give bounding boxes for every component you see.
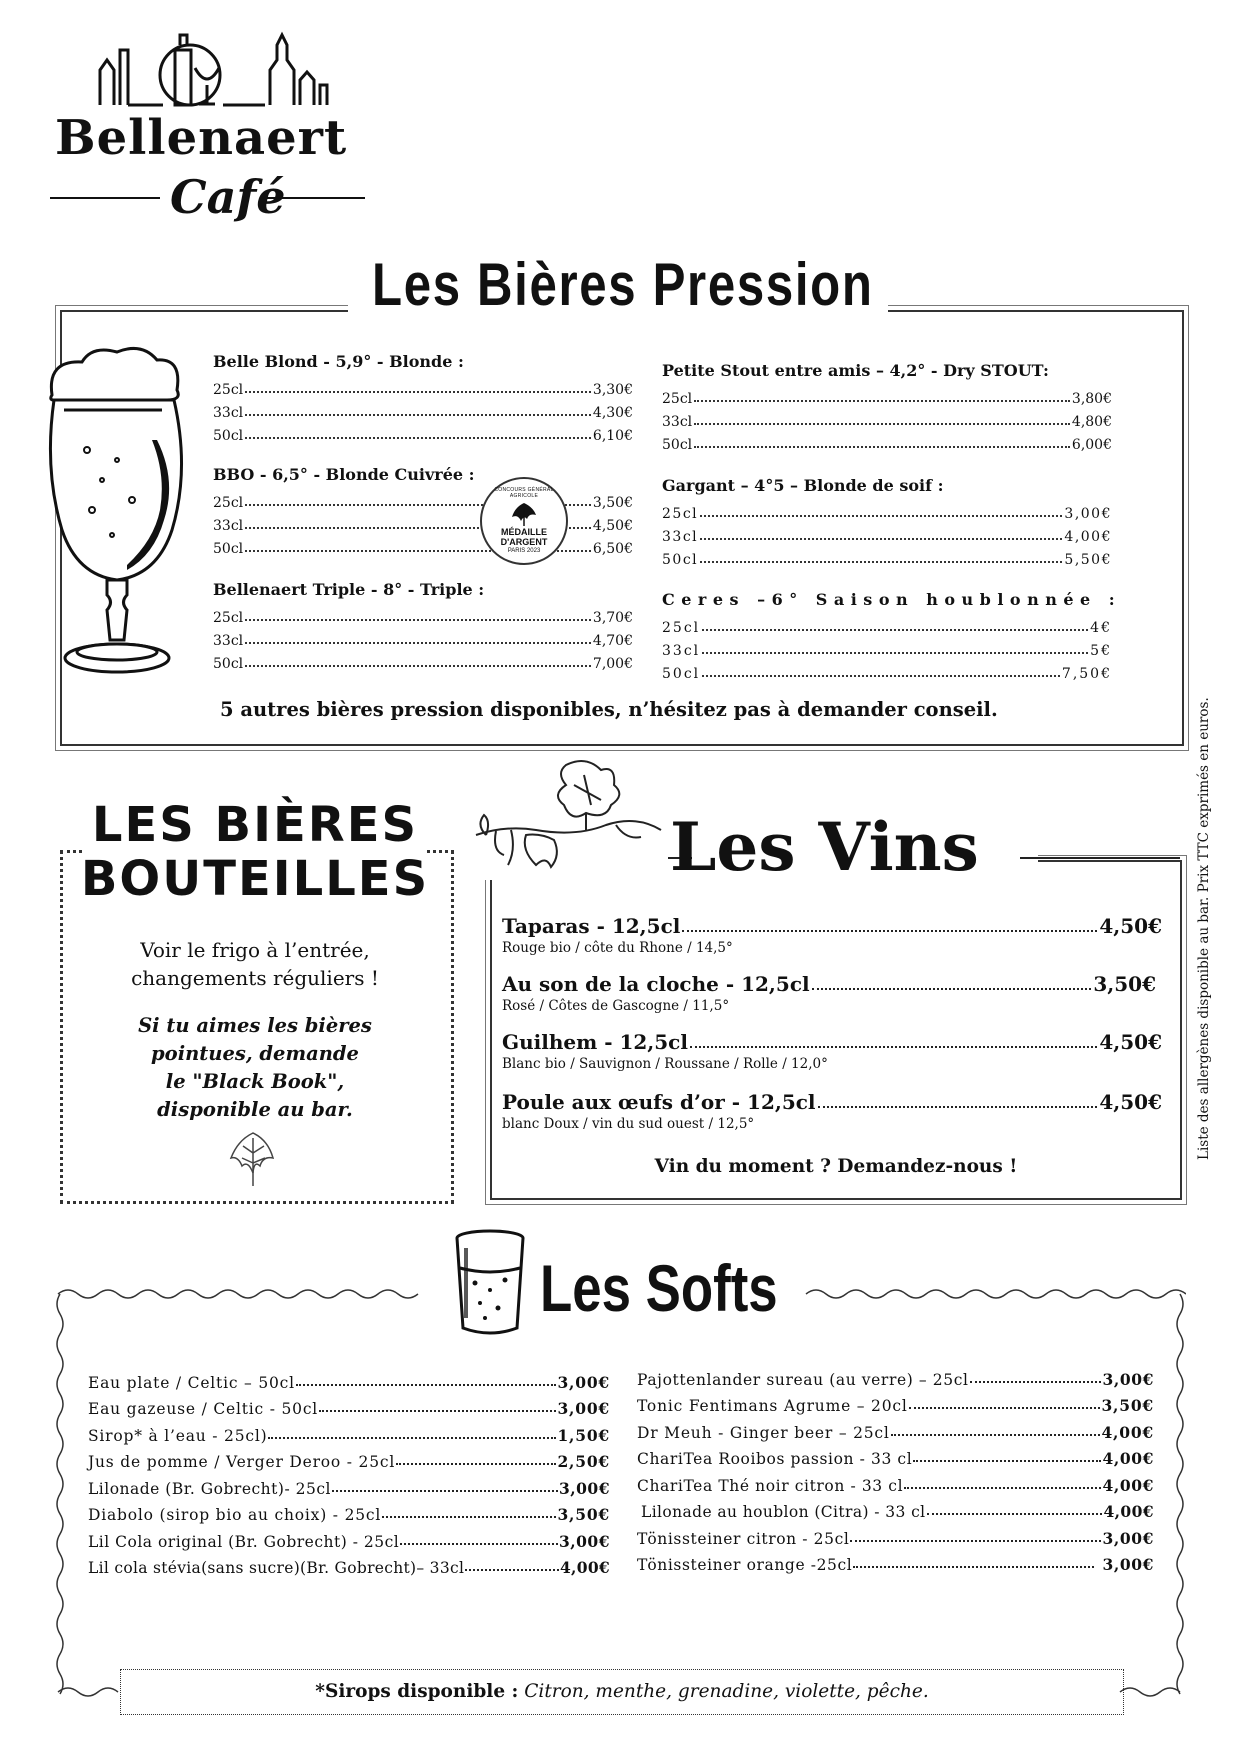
size: 25cl <box>662 506 699 522</box>
beer-item <box>213 465 633 557</box>
list-item <box>637 1468 1154 1495</box>
size: 25cl <box>213 382 244 398</box>
beer-item <box>213 352 633 444</box>
beer-name: BBO - 6,5° - Blonde Cuivrée : <box>213 465 475 484</box>
size: 50cl <box>662 666 701 682</box>
list-item <box>637 1415 1154 1442</box>
price: 5€ <box>1090 643 1112 659</box>
bouteilles-text <box>65 936 445 992</box>
soft-name: Tonic Fentimans Agrume – 20cl <box>637 1397 908 1415</box>
wine-price: 3,50€ <box>1093 972 1156 996</box>
size: 25cl <box>213 610 244 626</box>
size: 25cl <box>213 495 244 511</box>
soft-price: 3,00€ <box>558 1478 610 1498</box>
price: 7,50€ <box>1061 666 1112 682</box>
bouteilles-title-line1: LES BIÈRES <box>91 797 419 853</box>
list-item <box>88 1418 610 1445</box>
medal-line2: D'ARGENT <box>500 537 548 547</box>
wine-item <box>502 910 1162 956</box>
soft-name: ChariTea Rooibos passion - 33 cl <box>637 1450 913 1468</box>
bouteilles-italic <box>65 1012 445 1124</box>
sirops-list: Citron, menthe, grenadine, violette, pêche. <box>524 1681 929 1702</box>
price: 3,00€ <box>1064 506 1112 522</box>
beer-name: Bellenaert Triple - 8° - Triple : <box>213 580 485 599</box>
soft-price: 3,50€ <box>1101 1396 1154 1415</box>
soft-name: Dr Meuh - Ginger beer – 25cl <box>637 1423 890 1442</box>
beer-item <box>662 590 1122 682</box>
soft-price: 4,00€ <box>559 1558 610 1577</box>
soft-name: Lil Cola original (Br. Gobrecht) - 25cl <box>88 1532 400 1551</box>
size: 33cl <box>662 414 693 430</box>
soft-price: 3,50€ <box>557 1505 610 1524</box>
size: 50cl <box>213 541 244 557</box>
beer-item <box>662 361 1112 453</box>
beer-name: Petite Stout entre amis – 4,2° - Dry STOUT: <box>662 361 1049 380</box>
soft-price: 1,50€ <box>557 1425 610 1445</box>
price: 6,10€ <box>592 428 633 444</box>
soft-name: Pajottenlander sureau (au verre) – 25cl <box>637 1370 969 1389</box>
soft-price: 3,00€ <box>1102 1528 1154 1548</box>
medal-line1: MÉDAILLE <box>501 527 547 537</box>
size: 25cl <box>662 391 693 407</box>
bouteilles-title <box>80 798 430 906</box>
wine-name: Poule aux œufs d’or - 12,5cl <box>502 1090 816 1114</box>
italic-line: le "Black Book", <box>165 1070 345 1093</box>
wine-name: Taparas - 12,5cl <box>502 914 681 938</box>
soft-name: Tönissteiner orange -25cl <box>637 1556 853 1574</box>
soft-name: Eau gazeuse / Celtic - 50cl <box>88 1400 319 1418</box>
list-item <box>637 1389 1154 1416</box>
beer-glass-icon <box>42 340 192 685</box>
price: 3,80€ <box>1071 391 1112 407</box>
soft-name: Lilonade au houblon (Citra) - 33 cl <box>641 1503 926 1521</box>
beer-item <box>662 476 1112 568</box>
soft-name: Lil cola stévia(sans sucre)(Br. Gobrecht)– 33cl <box>88 1559 465 1577</box>
bouteilles-title-line2: BOUTEILLES <box>80 851 430 907</box>
softs-list-left <box>88 1365 610 1577</box>
vins-title: Les Vins <box>670 808 979 886</box>
vins-footer: Vin du moment ? Demandez-nous ! <box>654 1156 1018 1177</box>
soda-glass-icon <box>450 1228 530 1340</box>
soft-name: Sirop* à l’eau - 25cl) <box>88 1426 268 1445</box>
soft-price: 3,00€ <box>1102 1369 1154 1389</box>
size: 50cl <box>213 656 244 672</box>
soft-name: Diabolo (sirop bio au choix) - 25cl <box>88 1506 382 1524</box>
beer-name: Ceres –6° Saison houblonnée : <box>662 590 1122 609</box>
leaf-icon <box>509 501 539 527</box>
soft-name: Eau plate / Celtic – 50cl <box>88 1373 295 1392</box>
logo-name: Bellenaert <box>55 110 348 166</box>
soft-price: 2,50€ <box>557 1452 610 1471</box>
wine-price: 4,50€ <box>1099 1030 1162 1054</box>
size: 50cl <box>662 437 693 453</box>
logo <box>55 30 355 240</box>
list-item <box>88 1445 610 1472</box>
softs-list-right <box>637 1362 1154 1574</box>
wine-name: Au son de la cloche - 12,5cl <box>502 972 810 996</box>
price: 4,30€ <box>592 405 633 421</box>
list-item <box>637 1495 1154 1522</box>
list-item <box>88 1551 610 1578</box>
vine-icon <box>466 755 666 880</box>
wine-item <box>502 1026 1162 1072</box>
wine-desc: Rouge bio / côte du Rhone / 14,5° <box>502 940 733 956</box>
list-item <box>637 1362 1154 1389</box>
wine-desc: Rosé / Côtes de Gascogne / 11,5° <box>502 998 730 1014</box>
bouteilles-text-line1: Voir le frigo à l’entrée, <box>140 938 370 962</box>
soft-name: ChariTea Thé noir citron - 33 cl <box>637 1476 904 1495</box>
size: 33cl <box>213 405 244 421</box>
beer-name: Belle Blond - 5,9° - Blonde : <box>213 352 464 371</box>
size: 25cl <box>662 620 701 636</box>
price: 6,50€ <box>592 541 633 557</box>
wine-name: Guilhem - 12,5cl <box>502 1030 688 1054</box>
list-item <box>88 1524 610 1551</box>
soft-name: Tönissteiner citron - 25cl <box>637 1529 850 1548</box>
list-item <box>637 1521 1154 1548</box>
pression-footer: 5 autres bières pression disponibles, n’hésitez pas à demander conseil. <box>220 698 998 721</box>
size: 33cl <box>213 633 244 649</box>
wine-price: 4,50€ <box>1099 1090 1162 1114</box>
wine-item <box>502 1086 1162 1132</box>
list-item <box>637 1442 1154 1469</box>
wine-desc: blanc Doux / vin du sud ouest / 12,5° <box>502 1116 755 1132</box>
soft-name: Lilonade (Br. Gobrecht)- 25cl <box>88 1479 331 1498</box>
soft-price: 3,00€ <box>1102 1555 1154 1574</box>
price: 7,00€ <box>592 656 633 672</box>
price: 6,00€ <box>1071 437 1112 453</box>
price: 3,70€ <box>592 610 633 626</box>
size: 33cl <box>213 518 244 534</box>
list-item <box>88 1365 610 1392</box>
italic-line: pointues, demande <box>151 1042 359 1065</box>
beer-item <box>213 580 633 672</box>
price: 4€ <box>1090 620 1112 636</box>
wine-desc: Blanc bio / Sauvignon / Roussane / Rolle / 12,0° <box>502 1056 828 1072</box>
price: 3,50€ <box>592 495 633 511</box>
price: 4,50€ <box>592 518 633 534</box>
wine-item <box>502 968 1156 1014</box>
italic-line: disponible au bar. <box>157 1098 353 1121</box>
beer-name: Gargant – 4°5 – Blonde de soif : <box>662 476 944 495</box>
wine-price: 4,50€ <box>1099 914 1162 938</box>
italic-line: Si tu aimes les bières <box>138 1014 372 1037</box>
soft-price: 3,00€ <box>557 1399 610 1418</box>
list-item <box>88 1471 610 1498</box>
soft-price: 3,00€ <box>557 1372 610 1392</box>
medal-top-text: CONCOURS GÉNÉRAL AGRICOLE <box>494 487 554 499</box>
price: 4,00€ <box>1064 529 1112 545</box>
medal-line3: PARIS 2023 <box>507 548 541 554</box>
medal-badge <box>480 477 568 565</box>
side-note-text: Liste des allergènes disponible au bar. Prix TTC exprimés en euros. <box>1196 697 1212 1160</box>
leaf-icon <box>228 1128 278 1188</box>
size: 33cl <box>662 529 699 545</box>
sirops-box <box>120 1669 1124 1715</box>
skyline-icon <box>95 30 335 110</box>
size: 50cl <box>662 552 699 568</box>
soft-price: 4,00€ <box>1101 1422 1154 1442</box>
soft-name: Jus de pomme / Verger Deroo - 25cl <box>88 1453 396 1471</box>
pression-title: Les Bières Pression <box>372 251 874 318</box>
list-item <box>637 1548 1154 1575</box>
price: 5,50€ <box>1064 552 1112 568</box>
soft-price: 3,00€ <box>558 1531 610 1551</box>
price: 4,80€ <box>1071 414 1112 430</box>
price: 3,30€ <box>592 382 633 398</box>
size: 33cl <box>662 643 701 659</box>
bouteilles-text-line2: changements réguliers ! <box>131 966 379 990</box>
soft-price: 4,00€ <box>1102 1475 1154 1495</box>
price: 4,70€ <box>592 633 633 649</box>
soft-price: 4,00€ <box>1103 1502 1154 1521</box>
soft-price: 4,00€ <box>1102 1449 1154 1468</box>
logo-subtitle: Café <box>170 170 286 224</box>
list-item <box>88 1498 610 1525</box>
softs-title: Les Softs <box>540 1251 778 1325</box>
list-item <box>88 1392 610 1419</box>
size: 50cl <box>213 428 244 444</box>
sirops-label: *Sirops disponible : <box>315 1681 519 1702</box>
